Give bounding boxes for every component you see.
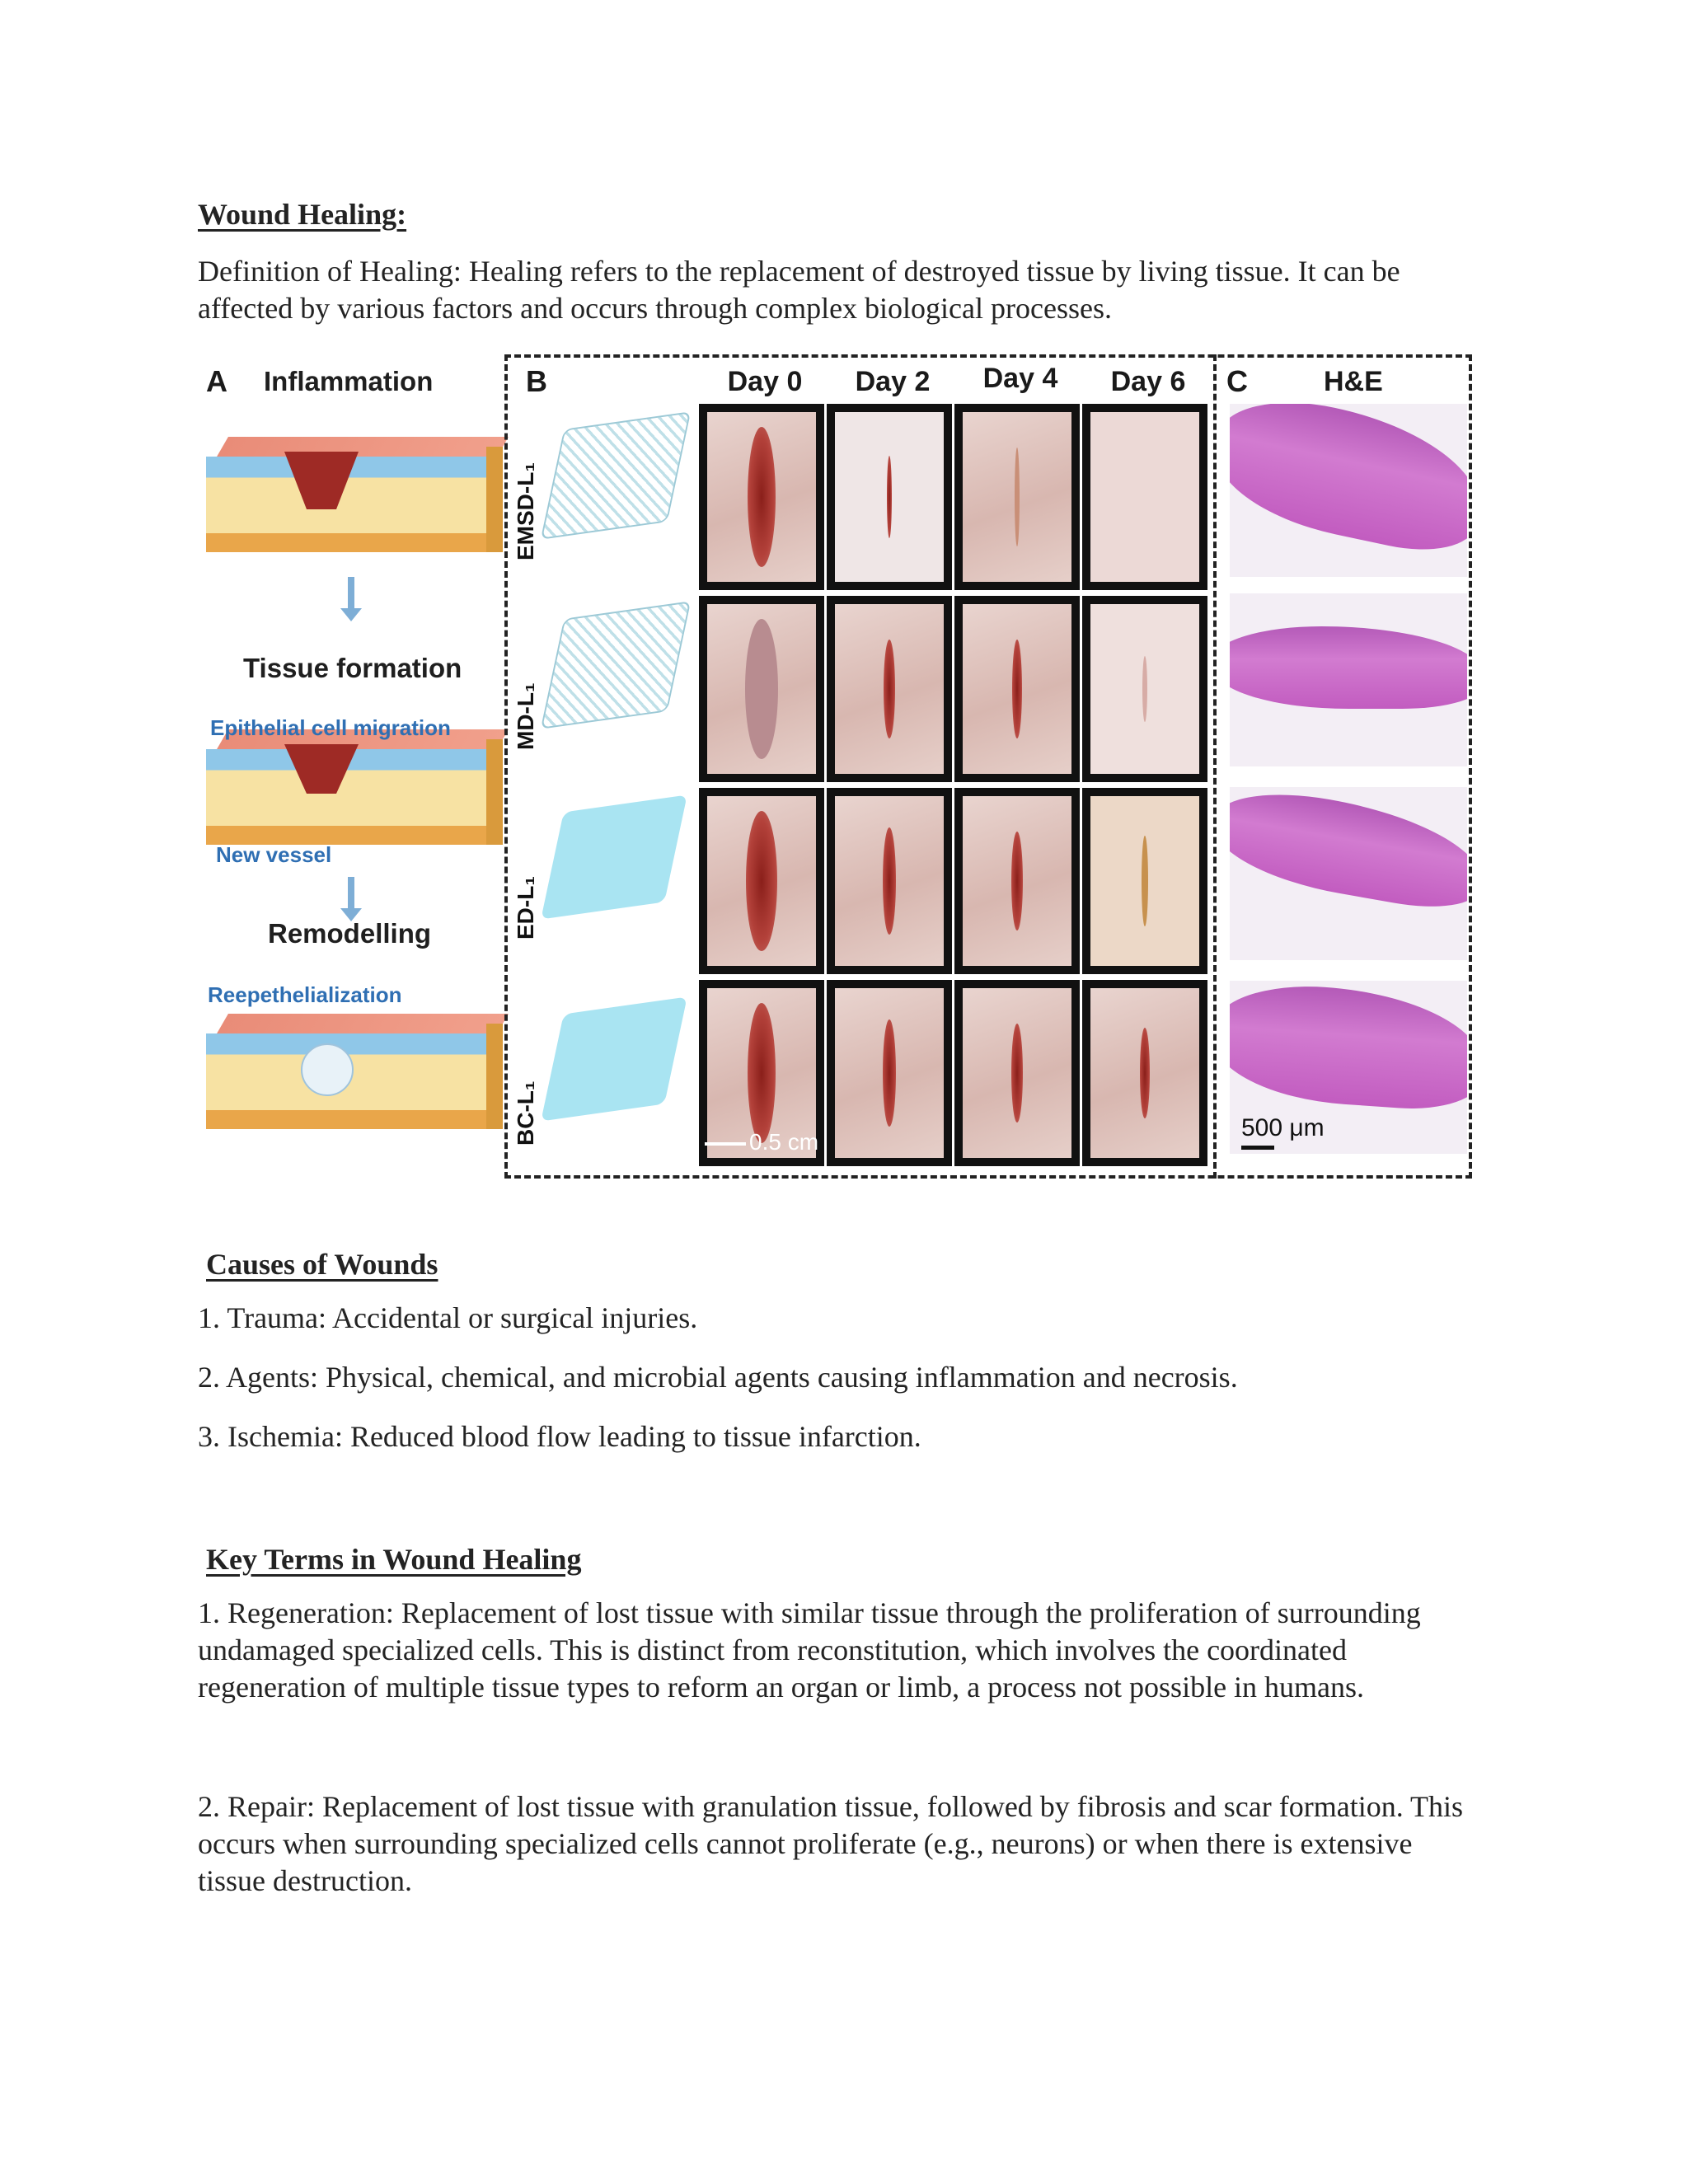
- wound-photo: [954, 404, 1080, 590]
- arrow-down-icon: [348, 577, 354, 610]
- row-label: EMSD-L₁: [513, 462, 538, 560]
- wound-photo: [1082, 404, 1207, 590]
- arrow-down-icon: [348, 877, 354, 910]
- histology-scale-label: 500 μm: [1241, 1114, 1325, 1141]
- histology-image: [1230, 593, 1467, 766]
- causes-item: 2. Agents: Physical, chemical, and microbial agents causing inflammation and necrosis.: [198, 1361, 1238, 1394]
- reepithelialization-label: Reepethelialization: [208, 982, 402, 1007]
- inflammation-label: Inflammation: [264, 366, 434, 396]
- dressing-image: [541, 794, 687, 919]
- day-header: Day 6: [1110, 366, 1186, 397]
- day-header: Day 0: [727, 366, 803, 397]
- row-label: ED-L₁: [513, 876, 538, 940]
- wound-photo: [699, 596, 824, 782]
- causes-item: 1. Trauma: Accidental or surgical injuries.: [198, 1301, 698, 1334]
- remodelling-label: Remodelling: [268, 918, 432, 949]
- wound-photo: [1082, 980, 1207, 1166]
- tissue-formation-label: Tissue formation: [243, 653, 462, 683]
- scale-bar-label: 0.5 cm: [705, 1129, 818, 1155]
- dressing-image: [541, 411, 691, 540]
- repair-paragraph: 2. Repair: Replacement of lost tissue with granulation tissue, followed by fibrosis and scar formation. This occurs when surrounding specialized cells cannot proliferate (e.g., neurons) or when there is extensive tissue destruction.: [198, 1790, 1464, 1897]
- histology-image: [1230, 787, 1467, 960]
- wound-photo: [954, 788, 1080, 974]
- he-title: H&E: [1324, 366, 1383, 397]
- new-vessel-label: New vessel: [216, 842, 332, 867]
- dressing-image: [541, 996, 687, 1121]
- scale-bar: [1241, 1146, 1274, 1150]
- dressing-image: [541, 601, 691, 729]
- divider: [504, 1175, 1472, 1179]
- key-terms-heading: Key Terms in Wound Healing: [206, 1543, 582, 1576]
- page-title: Wound Healing:: [198, 198, 407, 231]
- panel-b-label: B: [526, 364, 547, 398]
- day-header: Day 2: [855, 366, 931, 397]
- regeneration-paragraph: 1. Regeneration: Replacement of lost tissue with similar tissue through the proliferation of surrounding undamaged specialized cells. This is distinct from reconstitution, which involves the coordinated regeneration of multiple tissue types to reform an organ or limb, a process not possible in humans.: [198, 1596, 1421, 1704]
- row-label: BC-L₁: [513, 1080, 538, 1146]
- divider: [1213, 354, 1217, 1179]
- histology-image: [1230, 404, 1467, 577]
- panel-c-label: C: [1226, 364, 1248, 398]
- skin-block-inflammation: [206, 437, 503, 552]
- divider: [504, 354, 1472, 358]
- definition-paragraph: Definition of Healing: Healing refers to the replacement of destroyed tissue by living tissue. It can be affected by various factors and occurs through complex biological processes.: [198, 255, 1400, 325]
- epithelial-migration-label: Epithelial cell migration: [210, 715, 451, 740]
- wound-photo: [954, 980, 1080, 1166]
- wound-photo: [1082, 596, 1207, 782]
- day-header: Day 4: [982, 363, 1058, 394]
- wound-healing-figure: [198, 354, 1472, 1179]
- wound-photo: [827, 788, 952, 974]
- wound-photo: [1082, 788, 1207, 974]
- wound-photo: [699, 788, 824, 974]
- panel-a-label: A: [206, 364, 227, 398]
- divider: [1469, 354, 1472, 1179]
- skin-block-remodelling: [206, 1014, 503, 1129]
- wound-photo: [827, 404, 952, 590]
- divider: [504, 354, 508, 1179]
- wound-photo: [954, 596, 1080, 782]
- wound-photo: [827, 596, 952, 782]
- causes-heading: Causes of Wounds: [206, 1248, 438, 1281]
- wound-photo: [827, 980, 952, 1166]
- causes-item: 3. Ischemia: Reduced blood flow leading to tissue infarction.: [198, 1420, 921, 1453]
- wound-photo: [699, 404, 824, 590]
- row-label: MD-L₁: [513, 682, 538, 750]
- skin-block-tissue-formation: [206, 729, 503, 845]
